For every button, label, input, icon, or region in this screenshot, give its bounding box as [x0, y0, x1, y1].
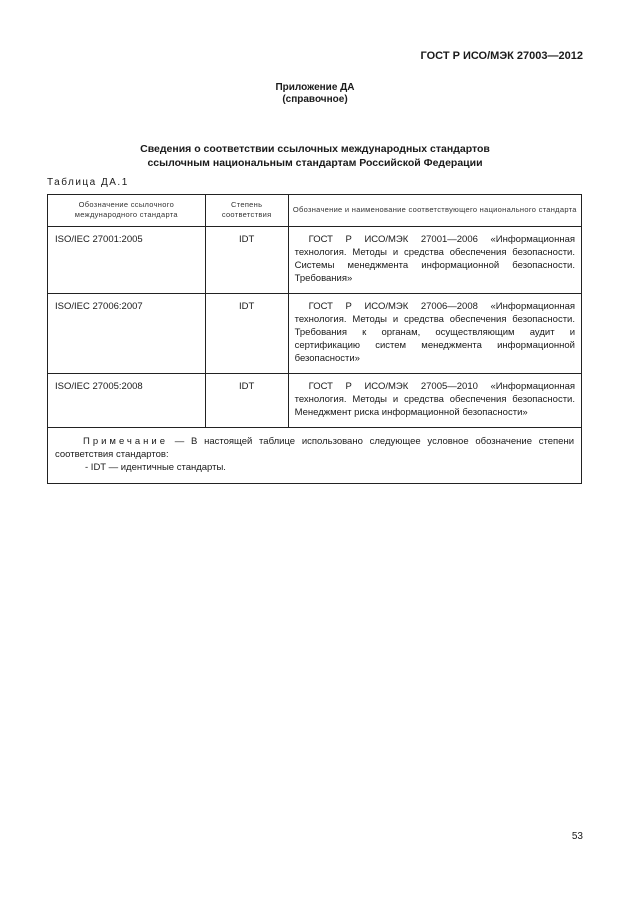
note-paragraph [55, 435, 574, 461]
cell-national: ГОСТ Р ИСО/МЭК 27001—2006 «Информационная технология. Методы и средства обеспечения безопасности. Системы менеджмента информационной безопасности. Требования» [288, 227, 581, 294]
table-row [48, 294, 582, 374]
cell-standard: ISO/IEC 27006:2007 [48, 294, 206, 374]
document-code: ГОСТ Р ИСО/МЭК 27003—2012 [420, 50, 583, 62]
appendix-subtitle: (справочное) [282, 94, 348, 105]
table-caption: Таблица ДА.1 [47, 177, 129, 188]
cell-degree: IDT [205, 227, 288, 294]
table-note [48, 428, 582, 484]
appendix-heading [0, 82, 630, 106]
table-row [48, 227, 582, 294]
cell-standard: ISO/IEC 27005:2008 [48, 374, 206, 428]
table-row [48, 374, 582, 428]
note-item: - IDT — идентичные стандарты. [85, 462, 226, 473]
page-number: 53 [571, 831, 583, 842]
appendix-title: Приложение ДА [275, 82, 355, 93]
table-header-row [48, 195, 582, 227]
section-title-line-1: Сведения о соответствии ссылочных международных стандартов [140, 143, 490, 155]
cell-standard: ISO/IEC 27001:2005 [48, 227, 206, 294]
section-title [0, 142, 630, 170]
correspondence-table [47, 194, 582, 484]
header-international-standard: Обозначение ссылочного международного стандарта [48, 195, 206, 227]
cell-national: ГОСТ Р ИСО/МЭК 27006—2008 «Информационная технология. Методы и средства обеспечения безопасности. Требования к органам, осуществляющим аудит и сертификацию систем менеджмента информационной безопасности» [288, 294, 581, 374]
header-national-standard: Обозначение и наименование соответствующего национального стандарта [288, 195, 581, 227]
cell-degree: IDT [205, 374, 288, 428]
header-degree-of-correspondence: Степень соответствия [205, 195, 288, 227]
table-note-row [48, 428, 582, 484]
section-title-line-2: ссылочным национальным стандартам Российской Федерации [147, 157, 483, 169]
cell-national: ГОСТ Р ИСО/МЭК 27005—2010 «Информационная технология. Методы и средства обеспечения безопасности. Менеджмент риска информационной безопасности» [288, 374, 581, 428]
cell-degree: IDT [205, 294, 288, 374]
note-text: — В настоящей таблице использовано следующее условное обозначение степени соответствия стандартов: [55, 436, 574, 460]
note-label: Примечание [83, 436, 168, 447]
